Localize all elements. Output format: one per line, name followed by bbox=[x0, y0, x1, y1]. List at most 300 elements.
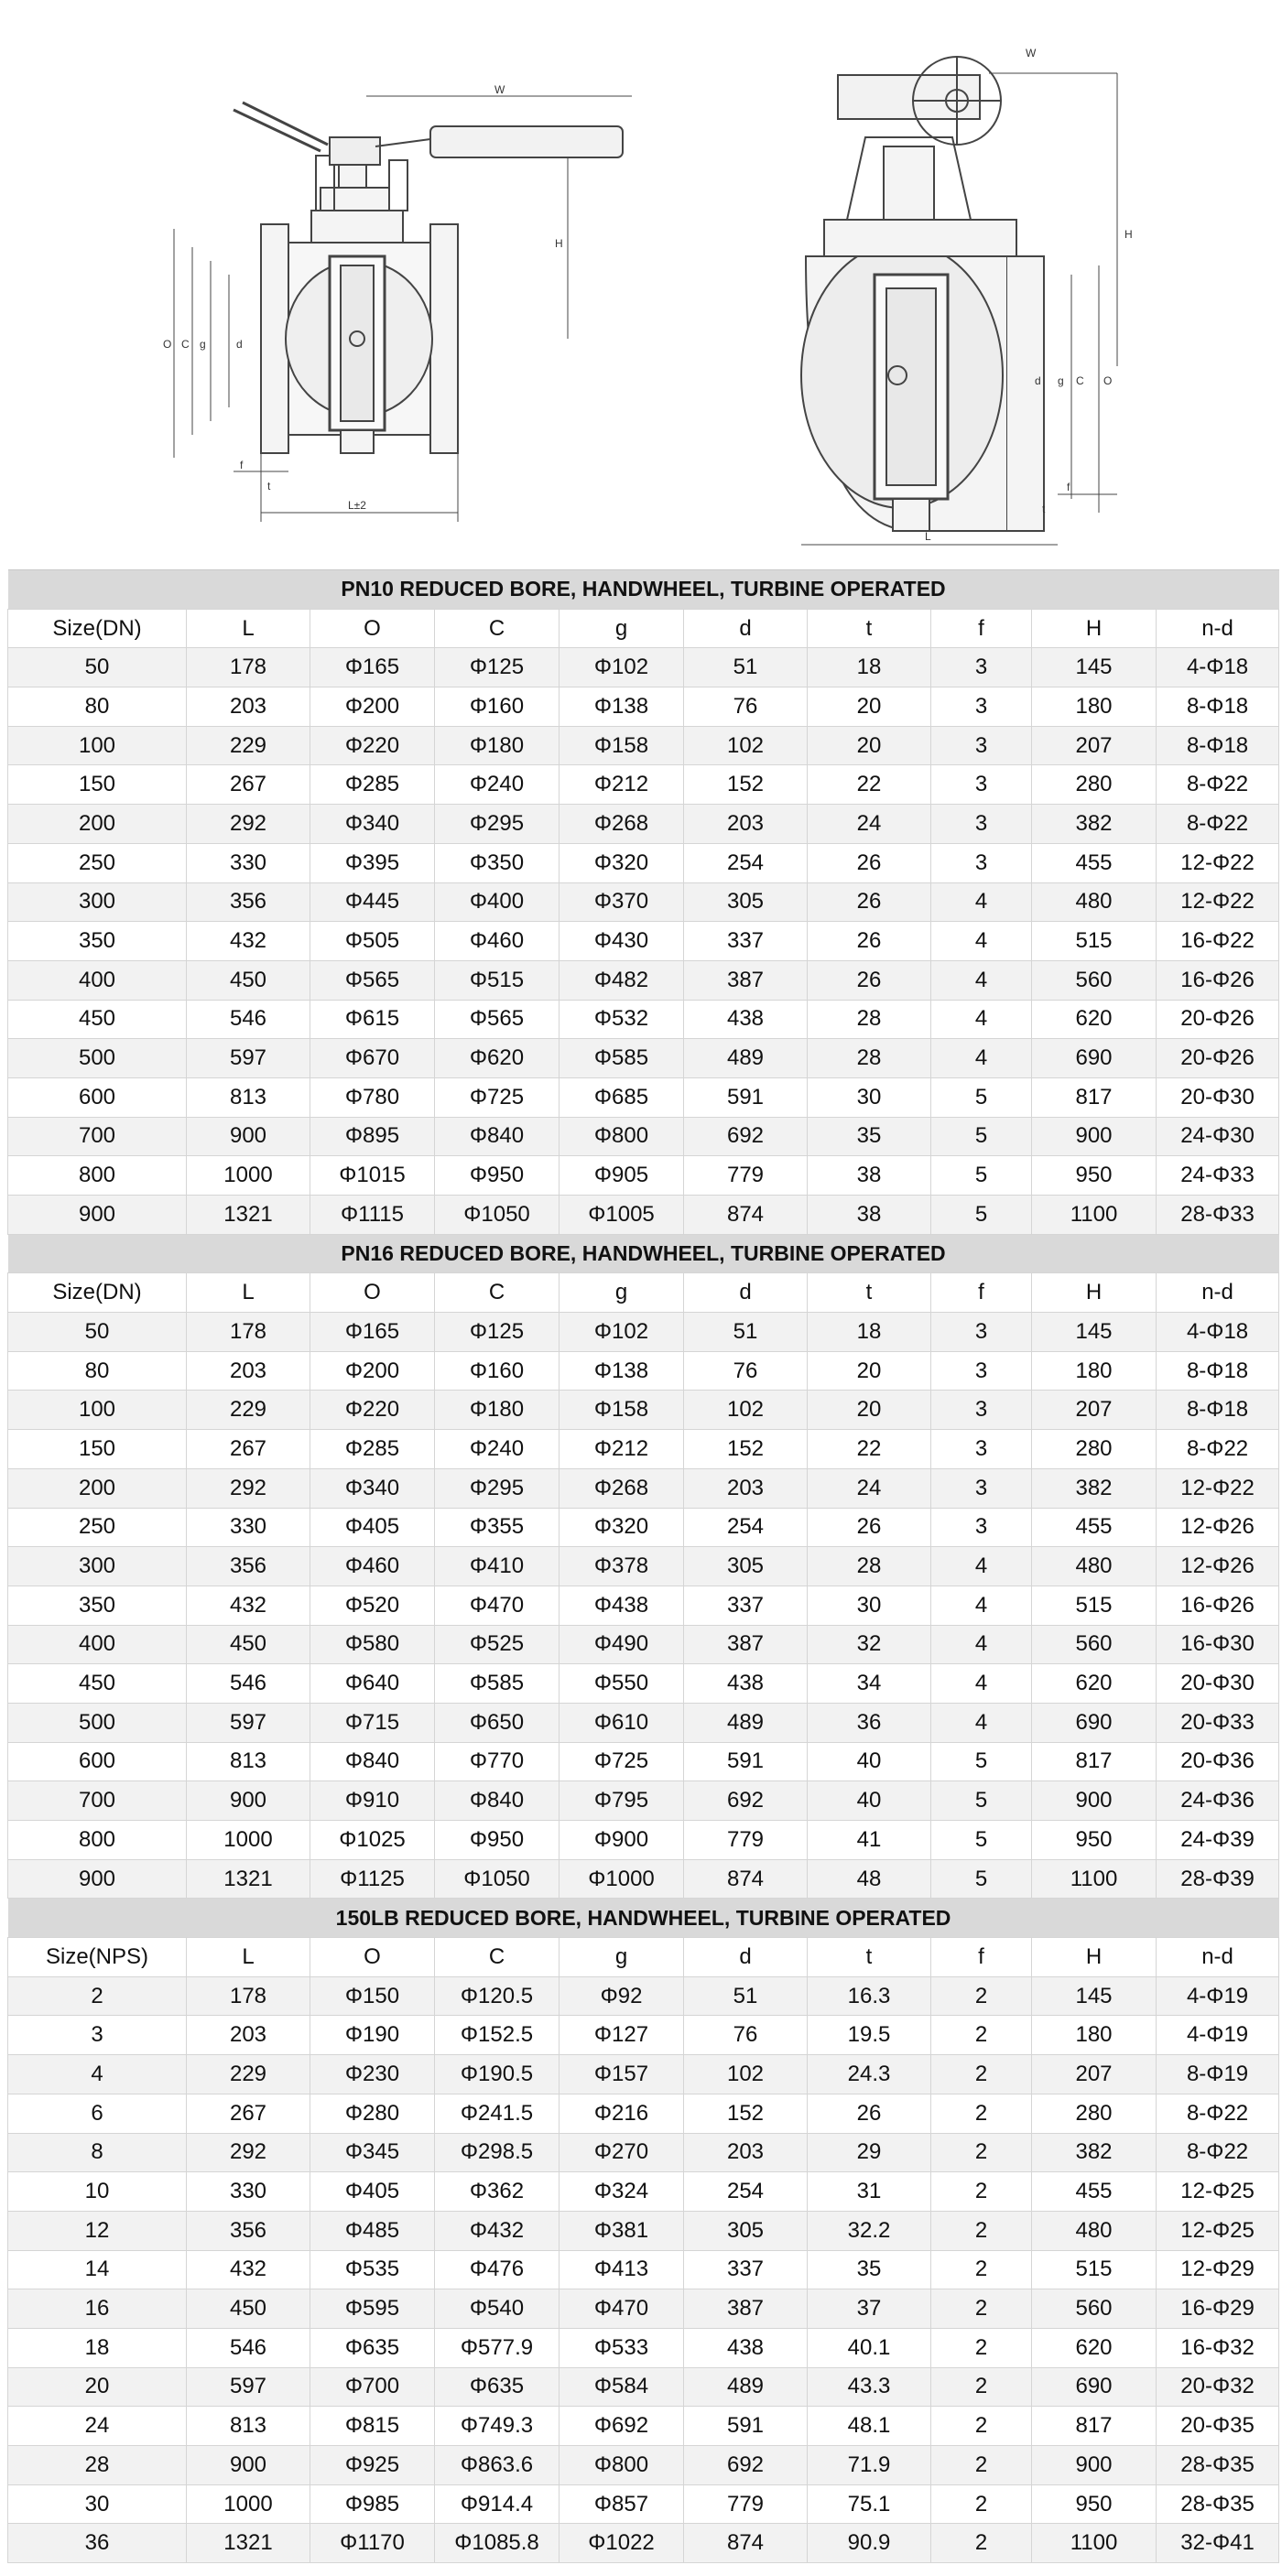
table-cell: 560 bbox=[1032, 1625, 1157, 1664]
table-cell: 3 bbox=[931, 1313, 1032, 1352]
table-cell: 178 bbox=[187, 648, 310, 687]
table-cell: Φ1115 bbox=[310, 1196, 435, 1235]
table-cell: 455 bbox=[1032, 1508, 1157, 1547]
table-cell: 29 bbox=[808, 2133, 931, 2172]
table-cell: Φ165 bbox=[310, 648, 435, 687]
table-cell: 19.5 bbox=[808, 2016, 931, 2055]
table-cell: 900 bbox=[187, 1117, 310, 1156]
table-cell: 203 bbox=[684, 1468, 808, 1508]
table-cell: 178 bbox=[187, 1976, 310, 2016]
table-cell: Φ1125 bbox=[310, 1859, 435, 1899]
table-cell: Φ585 bbox=[435, 1664, 560, 1704]
table-cell: Φ320 bbox=[560, 843, 684, 882]
table-cell: 4-Φ18 bbox=[1157, 648, 1279, 687]
table-cell: 51 bbox=[684, 1976, 808, 2016]
table-cell: Φ345 bbox=[310, 2133, 435, 2172]
table-cell: 24.3 bbox=[808, 2055, 931, 2094]
table-cell: 152 bbox=[684, 765, 808, 805]
table-row bbox=[8, 1821, 1279, 1860]
column-header: H bbox=[1032, 1938, 1157, 1977]
dim-g-left: g bbox=[200, 338, 206, 351]
table-cell: 8-Φ22 bbox=[1157, 2094, 1279, 2133]
table-cell: 12-Φ25 bbox=[1157, 2172, 1279, 2212]
table-cell: Φ125 bbox=[435, 648, 560, 687]
table-cell: Φ295 bbox=[435, 1468, 560, 1508]
table-cell: Φ180 bbox=[435, 726, 560, 765]
table-cell: 305 bbox=[684, 882, 808, 922]
table-cell: 38 bbox=[808, 1156, 931, 1196]
table-cell: 24-Φ39 bbox=[1157, 1821, 1279, 1860]
table-cell: Φ1005 bbox=[560, 1196, 684, 1235]
table-cell: Φ324 bbox=[560, 2172, 684, 2212]
table-cell: 40.1 bbox=[808, 2328, 931, 2367]
table-cell: 350 bbox=[8, 1586, 187, 1625]
table-cell: Φ505 bbox=[310, 922, 435, 961]
table-row bbox=[8, 922, 1279, 961]
table-cell: 900 bbox=[1032, 2446, 1157, 2485]
table-cell: 2 bbox=[931, 2367, 1032, 2407]
table-cell: 450 bbox=[8, 1000, 187, 1039]
column-header: H bbox=[1032, 609, 1157, 648]
table-cell: Φ950 bbox=[435, 1156, 560, 1196]
section-title: 150LB REDUCED BORE, HANDWHEEL, TURBINE OPERATED bbox=[8, 1899, 1279, 1938]
column-header: t bbox=[808, 1938, 931, 1977]
table-cell: 8 bbox=[8, 2133, 187, 2172]
table-cell: Φ565 bbox=[310, 960, 435, 1000]
table-cell: 305 bbox=[684, 1547, 808, 1586]
dim-t-right: t bbox=[1042, 503, 1046, 515]
section-title-row bbox=[8, 570, 1279, 610]
table-cell: 280 bbox=[1032, 765, 1157, 805]
table-cell: 2 bbox=[931, 2055, 1032, 2094]
table-cell: 455 bbox=[1032, 2172, 1157, 2212]
table-cell: 8-Φ18 bbox=[1157, 687, 1279, 727]
table-cell: 28-Φ35 bbox=[1157, 2484, 1279, 2524]
table-cell: Φ268 bbox=[560, 805, 684, 844]
table-cell: Φ749.3 bbox=[435, 2407, 560, 2446]
dim-o-left: O bbox=[163, 338, 172, 351]
table-row bbox=[8, 2172, 1279, 2212]
table-cell: 8-Φ18 bbox=[1157, 1351, 1279, 1391]
table-cell: Φ125 bbox=[435, 1313, 560, 1352]
table-cell: 387 bbox=[684, 960, 808, 1000]
table-cell: 300 bbox=[8, 882, 187, 922]
table-cell: 950 bbox=[1032, 2484, 1157, 2524]
table-cell: 229 bbox=[187, 726, 310, 765]
column-header: n-d bbox=[1157, 609, 1279, 648]
table-row bbox=[8, 1313, 1279, 1352]
table-cell: 71.9 bbox=[808, 2446, 931, 2485]
table-cell: 597 bbox=[187, 1703, 310, 1742]
table-cell: Φ905 bbox=[560, 1156, 684, 1196]
table-cell: 2 bbox=[931, 2484, 1032, 2524]
table-cell: Φ460 bbox=[310, 1547, 435, 1586]
table-cell: 20-Φ33 bbox=[1157, 1703, 1279, 1742]
table-cell: Φ157 bbox=[560, 2055, 684, 2094]
table-cell: 5 bbox=[931, 1196, 1032, 1235]
table-cell: 3 bbox=[931, 1468, 1032, 1508]
table-cell: 20-Φ35 bbox=[1157, 2407, 1279, 2446]
column-header: L bbox=[187, 609, 310, 648]
table-cell: 203 bbox=[684, 2133, 808, 2172]
table-cell: 1000 bbox=[187, 1821, 310, 1860]
table-cell: 16-Φ26 bbox=[1157, 960, 1279, 1000]
table-row bbox=[8, 805, 1279, 844]
table-cell: 200 bbox=[8, 1468, 187, 1508]
dim-c-right: C bbox=[1076, 374, 1084, 387]
column-header: d bbox=[684, 609, 808, 648]
table-cell: 8-Φ22 bbox=[1157, 1430, 1279, 1469]
table-cell: 26 bbox=[808, 960, 931, 1000]
table-cell: 438 bbox=[684, 1664, 808, 1704]
table-cell: 450 bbox=[187, 960, 310, 1000]
table-cell: 597 bbox=[187, 1039, 310, 1078]
table-cell: 20 bbox=[8, 2367, 187, 2407]
table-cell: Φ1085.8 bbox=[435, 2524, 560, 2563]
table-cell: 16-Φ30 bbox=[1157, 1625, 1279, 1664]
table-cell: 546 bbox=[187, 2328, 310, 2367]
technical-drawings bbox=[0, 0, 1282, 568]
table-cell: 5 bbox=[931, 1156, 1032, 1196]
table-cell: 20 bbox=[808, 1391, 931, 1430]
table-row bbox=[8, 2250, 1279, 2289]
table-cell: 690 bbox=[1032, 2367, 1157, 2407]
table-cell: 250 bbox=[8, 1508, 187, 1547]
dim-d-left: d bbox=[236, 338, 243, 351]
table-cell: Φ715 bbox=[310, 1703, 435, 1742]
table-cell: 8-Φ22 bbox=[1157, 765, 1279, 805]
table-cell: 50 bbox=[8, 648, 187, 687]
table-cell: Φ190 bbox=[310, 2016, 435, 2055]
table-cell: Φ395 bbox=[310, 843, 435, 882]
table-cell: Φ857 bbox=[560, 2484, 684, 2524]
table-cell: 32.2 bbox=[808, 2211, 931, 2250]
table-cell: Φ700 bbox=[310, 2367, 435, 2407]
table-cell: 900 bbox=[1032, 1781, 1157, 1821]
table-cell: 337 bbox=[684, 922, 808, 961]
dim-f-left: f bbox=[240, 459, 244, 471]
table-cell: 620 bbox=[1032, 2328, 1157, 2367]
column-header: H bbox=[1032, 1273, 1157, 1313]
table-row bbox=[8, 726, 1279, 765]
table-row bbox=[8, 1976, 1279, 2016]
dim-h-right: H bbox=[1124, 228, 1133, 241]
table-cell: Φ285 bbox=[310, 765, 435, 805]
table-cell: Φ280 bbox=[310, 2094, 435, 2133]
table-cell: 450 bbox=[187, 2289, 310, 2329]
column-header: n-d bbox=[1157, 1938, 1279, 1977]
table-cell: 203 bbox=[187, 687, 310, 727]
table-cell: Φ127 bbox=[560, 2016, 684, 2055]
column-header: Size(DN) bbox=[8, 609, 187, 648]
column-header: C bbox=[435, 1938, 560, 1977]
table-cell: 2 bbox=[931, 2250, 1032, 2289]
table-cell: 900 bbox=[1032, 1117, 1157, 1156]
table-cell: 36 bbox=[8, 2524, 187, 2563]
table-cell: 24 bbox=[8, 2407, 187, 2446]
table-cell: 950 bbox=[1032, 1156, 1157, 1196]
table-row bbox=[8, 2446, 1279, 2485]
table-cell: 4-Φ18 bbox=[1157, 1313, 1279, 1352]
table-cell: Φ800 bbox=[560, 2446, 684, 2485]
table-cell: 591 bbox=[684, 2407, 808, 2446]
column-header-row bbox=[8, 1273, 1279, 1313]
dim-l-left: L±2 bbox=[348, 499, 366, 512]
table-cell: 5 bbox=[931, 1859, 1032, 1899]
table-cell: 254 bbox=[684, 2172, 808, 2212]
table-cell: 3 bbox=[931, 687, 1032, 727]
table-cell: 692 bbox=[684, 1117, 808, 1156]
table-row bbox=[8, 1859, 1279, 1899]
table-row bbox=[8, 2289, 1279, 2329]
column-header: O bbox=[310, 609, 435, 648]
table-cell: 600 bbox=[8, 1077, 187, 1117]
table-cell: Φ482 bbox=[560, 960, 684, 1000]
table-cell: Φ405 bbox=[310, 1508, 435, 1547]
table-cell: 18 bbox=[808, 1313, 931, 1352]
table-cell: 26 bbox=[808, 2094, 931, 2133]
table-cell: 22 bbox=[808, 1430, 931, 1469]
table-cell: 75.1 bbox=[808, 2484, 931, 2524]
table-cell: 779 bbox=[684, 2484, 808, 2524]
column-header: d bbox=[684, 1938, 808, 1977]
table-cell: 51 bbox=[684, 1313, 808, 1352]
table-cell: Φ160 bbox=[435, 1351, 560, 1391]
column-header: Size(NPS) bbox=[8, 1938, 187, 1977]
table-cell: 489 bbox=[684, 2367, 808, 2407]
table-row bbox=[8, 648, 1279, 687]
table-cell: Φ241.5 bbox=[435, 2094, 560, 2133]
table-cell: Φ180 bbox=[435, 1391, 560, 1430]
table-cell: Φ692 bbox=[560, 2407, 684, 2446]
table-cell: 950 bbox=[1032, 1821, 1157, 1860]
table-row bbox=[8, 1703, 1279, 1742]
table-cell: 24-Φ30 bbox=[1157, 1117, 1279, 1156]
table-cell: 560 bbox=[1032, 960, 1157, 1000]
table-cell: Φ200 bbox=[310, 687, 435, 727]
table-cell: 26 bbox=[808, 843, 931, 882]
table-cell: Φ640 bbox=[310, 1664, 435, 1704]
table-cell: 12-Φ22 bbox=[1157, 843, 1279, 882]
table-cell: 800 bbox=[8, 1156, 187, 1196]
column-header-row bbox=[8, 609, 1279, 648]
table-cell: Φ216 bbox=[560, 2094, 684, 2133]
table-cell: 500 bbox=[8, 1703, 187, 1742]
table-cell: 28 bbox=[8, 2446, 187, 2485]
table-cell: 292 bbox=[187, 805, 310, 844]
table-cell: 12-Φ25 bbox=[1157, 2211, 1279, 2250]
dim-w-right: W bbox=[1026, 47, 1037, 60]
table-row bbox=[8, 765, 1279, 805]
table-cell: Φ620 bbox=[435, 1039, 560, 1078]
table-cell: Φ1050 bbox=[435, 1859, 560, 1899]
table-cell: 5 bbox=[931, 1781, 1032, 1821]
table-cell: Φ220 bbox=[310, 1391, 435, 1430]
table-cell: 900 bbox=[8, 1196, 187, 1235]
table-cell: 10 bbox=[8, 2172, 187, 2212]
table-cell: 37 bbox=[808, 2289, 931, 2329]
table-cell: 76 bbox=[684, 1351, 808, 1391]
table-cell: Φ577.9 bbox=[435, 2328, 560, 2367]
table-row bbox=[8, 960, 1279, 1000]
table-cell: Φ1050 bbox=[435, 1196, 560, 1235]
dim-t-left: t bbox=[267, 480, 271, 492]
table-cell: Φ525 bbox=[435, 1625, 560, 1664]
table-cell: Φ520 bbox=[310, 1586, 435, 1625]
table-cell: 145 bbox=[1032, 1313, 1157, 1352]
table-cell: Φ910 bbox=[310, 1781, 435, 1821]
table-row bbox=[8, 1586, 1279, 1625]
table-cell: Φ350 bbox=[435, 843, 560, 882]
table-row bbox=[8, 1000, 1279, 1039]
table-row bbox=[8, 2524, 1279, 2563]
table-cell: 250 bbox=[8, 843, 187, 882]
table-cell: Φ800 bbox=[560, 1117, 684, 1156]
column-header: O bbox=[310, 1273, 435, 1313]
table-cell: 387 bbox=[684, 1625, 808, 1664]
table-cell: Φ950 bbox=[435, 1821, 560, 1860]
table-cell: 4-Φ19 bbox=[1157, 1976, 1279, 2016]
table-cell: Φ585 bbox=[560, 1039, 684, 1078]
table-cell: 203 bbox=[187, 2016, 310, 2055]
table-cell: 207 bbox=[1032, 2055, 1157, 2094]
table-cell: Φ685 bbox=[560, 1077, 684, 1117]
table-cell: 76 bbox=[684, 2016, 808, 2055]
table-cell: 8-Φ18 bbox=[1157, 1391, 1279, 1430]
table-cell: 100 bbox=[8, 1391, 187, 1430]
table-cell: 4 bbox=[931, 922, 1032, 961]
table-cell: Φ490 bbox=[560, 1625, 684, 1664]
dim-g-right: g bbox=[1058, 374, 1064, 387]
section-title: PN10 REDUCED BORE, HANDWHEEL, TURBINE OPERATED bbox=[8, 570, 1279, 610]
table-cell: 280 bbox=[1032, 1430, 1157, 1469]
table-cell: 620 bbox=[1032, 1000, 1157, 1039]
table-cell: 620 bbox=[1032, 1664, 1157, 1704]
table-row bbox=[8, 1625, 1279, 1664]
table-cell: Φ1022 bbox=[560, 2524, 684, 2563]
table-cell: 8-Φ22 bbox=[1157, 2133, 1279, 2172]
table-cell: 229 bbox=[187, 1391, 310, 1430]
table-cell: 5 bbox=[931, 1077, 1032, 1117]
table-cell: 2 bbox=[8, 1976, 187, 2016]
table-cell: 382 bbox=[1032, 805, 1157, 844]
table-cell: Φ985 bbox=[310, 2484, 435, 2524]
table-cell: 20-Φ26 bbox=[1157, 1000, 1279, 1039]
table-cell: 3 bbox=[931, 843, 1032, 882]
table-cell: 2 bbox=[931, 2016, 1032, 2055]
table-row bbox=[8, 1156, 1279, 1196]
table-cell: 8-Φ22 bbox=[1157, 805, 1279, 844]
dim-w-left: W bbox=[494, 83, 505, 96]
table-cell: 546 bbox=[187, 1664, 310, 1704]
table-cell: 48.1 bbox=[808, 2407, 931, 2446]
table-cell: Φ565 bbox=[435, 1000, 560, 1039]
table-cell: Φ378 bbox=[560, 1547, 684, 1586]
table-cell: 2 bbox=[931, 2328, 1032, 2367]
table-cell: 432 bbox=[187, 922, 310, 961]
table-cell: Φ190.5 bbox=[435, 2055, 560, 2094]
table-row bbox=[8, 2055, 1279, 2094]
table-row bbox=[8, 1039, 1279, 1078]
table-cell: Φ240 bbox=[435, 765, 560, 805]
table-cell: 152 bbox=[684, 1430, 808, 1469]
table-cell: 16-Φ29 bbox=[1157, 2289, 1279, 2329]
table-cell: 438 bbox=[684, 1000, 808, 1039]
table-cell: Φ410 bbox=[435, 1547, 560, 1586]
table-cell: 80 bbox=[8, 1351, 187, 1391]
table-cell: 4 bbox=[931, 1703, 1032, 1742]
table-row bbox=[8, 2016, 1279, 2055]
table-cell: Φ610 bbox=[560, 1703, 684, 1742]
table-row bbox=[8, 1664, 1279, 1704]
table-cell: 2 bbox=[931, 2407, 1032, 2446]
column-header: f bbox=[931, 1273, 1032, 1313]
table-cell: Φ405 bbox=[310, 2172, 435, 2212]
table-cell: 874 bbox=[684, 2524, 808, 2563]
table-cell: 900 bbox=[187, 1781, 310, 1821]
table-cell: 229 bbox=[187, 2055, 310, 2094]
table-cell: Φ476 bbox=[435, 2250, 560, 2289]
table-cell: Φ400 bbox=[435, 882, 560, 922]
table-cell: 34 bbox=[808, 1664, 931, 1704]
table-cell: Φ550 bbox=[560, 1664, 684, 1704]
table-cell: 12-Φ22 bbox=[1157, 1468, 1279, 1508]
table-cell: 1100 bbox=[1032, 2524, 1157, 2563]
table-cell: 450 bbox=[187, 1625, 310, 1664]
table-cell: 400 bbox=[8, 960, 187, 1000]
table-cell: 20-Φ30 bbox=[1157, 1077, 1279, 1117]
table-cell: Φ1170 bbox=[310, 2524, 435, 2563]
lever-valve-drawing bbox=[0, 0, 641, 568]
table-cell: 1000 bbox=[187, 2484, 310, 2524]
table-cell: 100 bbox=[8, 726, 187, 765]
table-cell: Φ370 bbox=[560, 882, 684, 922]
table-cell: Φ381 bbox=[560, 2211, 684, 2250]
table-cell: 480 bbox=[1032, 2211, 1157, 2250]
table-cell: 4-Φ19 bbox=[1157, 2016, 1279, 2055]
table-cell: 4 bbox=[8, 2055, 187, 2094]
table-cell: Φ240 bbox=[435, 1430, 560, 1469]
table-cell: 18 bbox=[808, 648, 931, 687]
table-cell: 3 bbox=[931, 805, 1032, 844]
column-header-row bbox=[8, 1938, 1279, 1977]
table-row bbox=[8, 843, 1279, 882]
table-cell: 450 bbox=[8, 1664, 187, 1704]
table-cell: Φ580 bbox=[310, 1625, 435, 1664]
table-cell: 5 bbox=[931, 1742, 1032, 1781]
table-cell: 356 bbox=[187, 2211, 310, 2250]
table-cell: Φ138 bbox=[560, 687, 684, 727]
dim-c-left: C bbox=[181, 338, 190, 351]
table-cell: 280 bbox=[1032, 2094, 1157, 2133]
table-cell: 500 bbox=[8, 1039, 187, 1078]
table-row bbox=[8, 1391, 1279, 1430]
table-cell: 20-Φ26 bbox=[1157, 1039, 1279, 1078]
table-cell: 22 bbox=[808, 765, 931, 805]
column-header: Size(DN) bbox=[8, 1273, 187, 1313]
column-header: n-d bbox=[1157, 1273, 1279, 1313]
table-cell: 3 bbox=[931, 765, 1032, 805]
table-cell: 2 bbox=[931, 2446, 1032, 2485]
table-cell: Φ900 bbox=[560, 1821, 684, 1860]
table-cell: Φ158 bbox=[560, 726, 684, 765]
table-cell: 35 bbox=[808, 2250, 931, 2289]
table-cell: 30 bbox=[808, 1586, 931, 1625]
table-cell: 3 bbox=[8, 2016, 187, 2055]
table-cell: 1321 bbox=[187, 1859, 310, 1899]
table-cell: 200 bbox=[8, 805, 187, 844]
table-cell: Φ840 bbox=[435, 1781, 560, 1821]
